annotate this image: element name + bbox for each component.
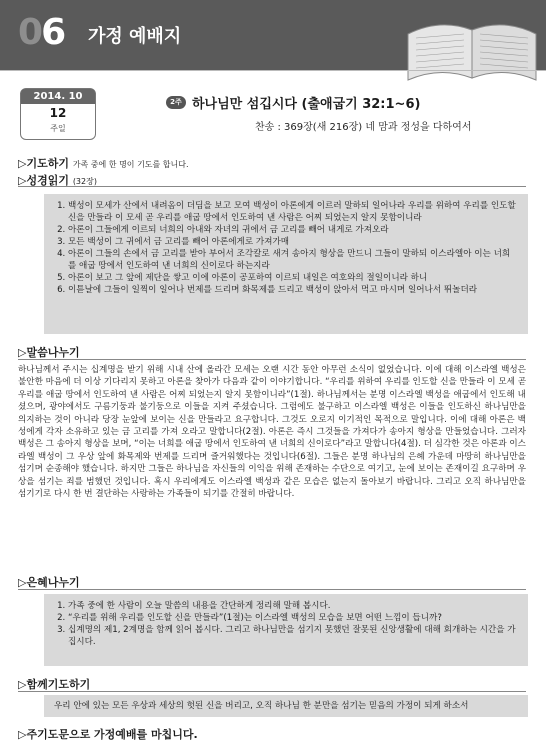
open-bible-icon — [400, 4, 546, 84]
prayer-heading: ▷기도하기 가족 중에 한 명이 기도를 합니다. — [18, 157, 189, 170]
lesson-title: 하나님만 섬깁시다 (출애굽기 32:1~6) — [192, 97, 421, 112]
sharing-divider — [18, 359, 526, 360]
reading-note: (32장) — [72, 177, 97, 186]
sharing-body: 하나님께서 주시는 십계명을 받기 위해 시내 산에 올라간 모세는 오랜 시간 동안 아무런 소식이 없었습니다. 이에 대해 이스라엘 백성은 불안한 마음에 더 이상 기다리지 못하고 아론을 찾아가 다음과 같이 이야기합니다. “우리를 위하여 우리를 인도할 신을 만들라 이 모세 곧 우리를 애굽 땅에서 인도하여 낸 사람은 어찌 되었는지 알지 못함이니라”(1절). 하나님께서는 분명 이스라엘 백성을 애굽에서 인도해 내셨으며, 광야에서도 구름기둥과 불기둥으로 이들을 지켜 주셨습니다. 그럼에도 불구하고 이스라엘 백성은 이들을 인도하신 하나님만을 의지하는 것이 아니라 당장 눈앞에 보이는 신을 만들라고 요구합니다. 그것도 오로지 이기적인 목적으로 말입니다. 이에 대해 아론은 백성에게 각자 소유하고 있는 금 고리를 가져 오라고 말합니다(2절). 아론은 즉시 그것들을 가져다가 송아지 형상을 만들었습니다. 그러자 백성은 그 송아지 형상을 보며, “이는 너희를 애굽 땅에서 인도하여 낸 너희의 신이로다”라고 말합니다(4절). 더 심각한 것은 아론과 이스라엘 백성이 그 우상 앞에 화목제와 번제를 드리며 즐거워했다는 것입니다(6절). 그들은 분명 하나님의 은혜 가운데 마땅히 하나님만을 섬기며 순종해야 했습니다. 하지만 그들은 하나님을 자신들의 이익을 위해 존재하는 수단으로 여기고, 눈에 보이는 존재이길 요구하며 우상을 섬기는 죄를 범했던 것입니다. 혹시 우리에게도 이스라엘 백성과 같은 모습은 없는지 돌아보기 바랍니다. 그리고 오직 하나님만을 섬기기로 다시 한 번 결단하는 사랑하는 가족들이 되기를 간절히 바랍니다. — [18, 365, 526, 500]
reading-divider — [18, 186, 526, 187]
prayer-note: 가족 중에 한 명이 기도를 합니다. — [72, 160, 189, 169]
grace-box — [44, 594, 528, 666]
header-divider — [0, 70, 546, 71]
date-box — [20, 88, 96, 140]
verse-item: 6. 이튿날에 그들이 일찍이 일어나 번제를 드리며 화목제를 드리고 백성이 앉아서 먹고 마시며 일어나서 뛰놀더라 — [68, 284, 518, 296]
sharing-heading: ▷말씀나누기 — [18, 346, 80, 359]
date-weekday: 주일 — [50, 124, 66, 133]
verse-item: 2. 아론이 그들에게 이르되 너희의 아내와 자녀의 귀에서 금 고리를 빼어 내게로 가져오라 — [68, 224, 518, 236]
grace-divider — [18, 589, 526, 590]
grace-item: 3. 십계명의 제1, 2계명을 함께 읽어 봅시다. 그리고 하나님만을 섬기지 못했던 잘못된 신앙생활에 대해 회개하는 시간을 가집시다. — [68, 624, 518, 648]
verse-item: 1. 백성이 모세가 산에서 내려옴이 더딤을 보고 모여 백성이 아론에게 이르러 말하되 일어나라 우리를 위하여 우리를 인도할 신을 만들라 이 모세 곧 우리를 애굽 땅에서 인도하여 낸 사람은 어찌 되었는지 알지 못함이니라 — [68, 200, 518, 224]
grace-item: 2. “우리를 위해 우리를 인도할 신을 만들라”(1절)는 이스라엘 백성의 모습을 보면 어떤 느낌이 듭니까? — [68, 612, 518, 624]
verse-list — [44, 194, 528, 302]
joint-prayer-body: 우리 안에 있는 모든 우상과 세상의 헛된 신을 버리고, 오직 하나님 한 분만을 섬기는 믿음의 가정이 되게 하소서 — [54, 701, 469, 711]
week-badge: 2주 — [166, 96, 186, 109]
reading-heading: ▷성경읽기 (32장) — [18, 174, 97, 187]
closing-heading: ▷주기도문으로 가정예배를 마칩니다. — [18, 728, 198, 741]
verse-box — [44, 194, 528, 334]
grace-list — [44, 594, 528, 654]
grace-item: 1. 가족 중에 한 사람이 오늘 말씀의 내용을 간단하게 정리해 말해 봅시다. — [68, 600, 518, 612]
joint-prayer-heading: ▷함께기도하기 — [18, 678, 91, 691]
hymn-line: 찬송 : 369장(새 216장) 네 맘과 정성을 다하여서 — [255, 122, 472, 133]
verse-item: 3. 모든 백성이 그 귀에서 금 고리를 빼어 아론에게로 가져가매 — [68, 236, 518, 248]
page-header — [0, 0, 546, 70]
date-day: 12 — [49, 106, 67, 120]
joint-prayer-divider — [18, 691, 526, 692]
joint-prayer-box — [44, 695, 528, 717]
section-number: 06 — [18, 12, 65, 53]
grace-heading: ▷은혜나누기 — [18, 576, 80, 589]
page-title: 가정 예배지 — [88, 26, 182, 47]
verse-item: 5. 아론이 보고 그 앞에 제단을 쌓고 이에 아론이 공포하여 이르되 내일은 여호와의 절일이니라 하니 — [68, 272, 518, 284]
date-year-month: 2014. 10 — [21, 89, 95, 104]
verse-item: 4. 아론이 그들의 손에서 금 고리를 받아 부어서 조각칼로 새겨 송아지 형상을 만드니 그들이 말하되 이스라엘아 이는 너희를 애굽 땅에서 인도하여 낸 너희의 신이로다 하는지라 — [68, 248, 518, 272]
